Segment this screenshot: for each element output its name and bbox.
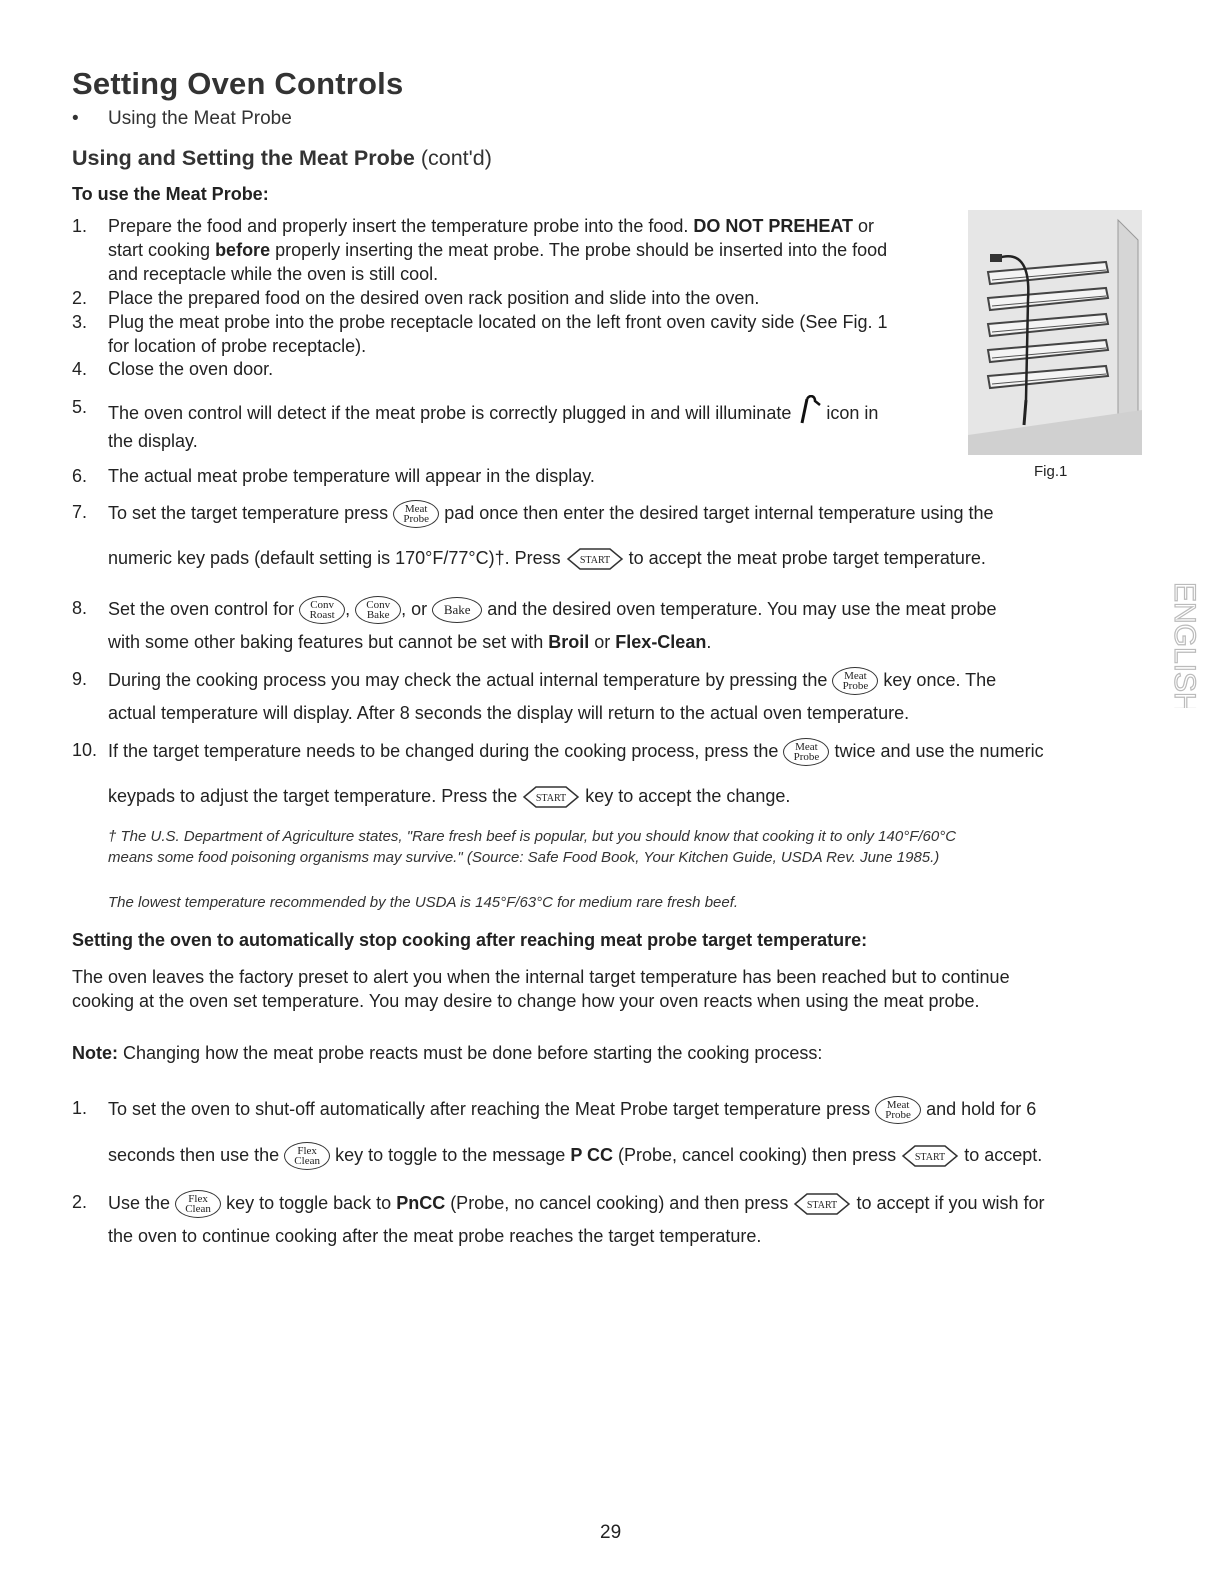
step-text: for location of probe receptacle).	[108, 336, 367, 356]
step-text: key to accept the change.	[585, 786, 791, 806]
section-heading	[72, 146, 492, 171]
step-text: properly inserting the meat probe. The probe should be inserted into the food	[270, 240, 888, 260]
step-text: (Probe, cancel cooking) then press	[613, 1144, 897, 1165]
step-text: the display.	[108, 431, 198, 451]
step-number: 2.	[72, 1192, 88, 1212]
step-text: to accept if you wish for	[856, 1192, 1045, 1213]
step-text: Close the oven door.	[108, 359, 274, 379]
section-label: To use the Meat Probe:	[72, 184, 269, 204]
step-text: pad once then enter the desired target internal temperature using the	[444, 502, 994, 523]
step-text: to accept the meat probe target temperature.	[628, 548, 986, 568]
language-side-tab	[1150, 578, 1200, 708]
step-text: During the cooking process you may check the actual internal temperature by pressing the	[108, 669, 828, 690]
step-text: keypads to adjust the target temperature. Press the	[108, 786, 518, 806]
step-9	[72, 667, 1142, 731]
step-text: ,	[345, 598, 351, 619]
flex-clean-key-icon: Flex Clean	[175, 1190, 221, 1218]
step-text: seconds then use the	[108, 1144, 280, 1165]
step-5	[72, 395, 972, 455]
step-1	[72, 214, 972, 286]
figure-caption: Fig.1	[1034, 463, 1068, 480]
note-label: Note:	[72, 1043, 118, 1063]
step-text: key once. The	[883, 669, 997, 690]
auto-step-2	[72, 1190, 1162, 1254]
start-key-icon	[793, 1192, 851, 1216]
step-text: and the desired oven temperature. You may use the meat probe	[487, 598, 997, 619]
step-6	[72, 464, 972, 488]
step-number: 10.	[72, 740, 98, 760]
svg-text:ENGLISH: ENGLISH	[1168, 582, 1200, 708]
step-number: 1.	[72, 1098, 88, 1118]
paragraph-line: The oven leaves the factory preset to alert you when the internal target temperature has been reached but to continue	[72, 967, 1010, 987]
step-text: actual temperature will display. After 8 seconds the display will return to the actual oven temperature.	[108, 703, 910, 723]
step-text-bold: DO NOT PREHEAT	[693, 216, 854, 236]
step-text: Set the oven control for	[108, 598, 295, 619]
footnote-line: means some food poisoning organisms may survive." (Source: Safe Food Book, Your Kitchen Guide, USDA Rev. June 1985.)	[108, 849, 940, 866]
footnote-line: † The U.S. Department of Agriculture states, "Rare fresh beef is popular, but you should know that cooking it to only 140°F/60°C	[108, 828, 957, 845]
step-2	[72, 286, 972, 310]
page-title: Setting Oven Controls	[72, 66, 404, 101]
topic-bullet-text: Using the Meat Probe	[108, 108, 292, 129]
step-text: The actual meat probe temperature will appear in the display.	[108, 466, 595, 486]
oven-rack-illustration	[968, 210, 1142, 455]
start-key-icon	[566, 547, 624, 571]
section-heading-contd: (cont'd)	[420, 146, 492, 170]
start-key-icon	[522, 785, 580, 809]
section-heading-bold: Using and Setting the Meat Probe	[72, 146, 415, 170]
step-text: start cooking	[108, 240, 216, 260]
step-number: 3.	[72, 312, 88, 332]
svg-text:START: START	[536, 793, 567, 805]
step-text: To set the target temperature press	[108, 502, 389, 523]
step-text: numeric key pads (default setting is 170°F/77°C)†. Press	[108, 548, 561, 568]
step-number: 6.	[72, 466, 88, 486]
bake-key-icon: Bake	[432, 597, 482, 623]
step-text: To set the oven to shut-off automatically after reaching the Meat Probe target temperature press	[108, 1098, 871, 1119]
step-text: and hold for 6	[926, 1098, 1037, 1119]
note-paragraph	[72, 1041, 1152, 1065]
usda-note: The lowest temperature recommended by the USDA is 145°F/63°C for medium rare fresh beef.	[108, 894, 739, 911]
step-text-bold: Broil	[548, 632, 590, 652]
step-text: , or	[401, 598, 428, 619]
meat-probe-key-icon: Meat Probe	[832, 667, 878, 695]
step-text: (Probe, no cancel cooking) and then press	[445, 1192, 789, 1213]
step-text: The oven control will detect if the meat probe is correctly plugged in and will illuminate	[108, 403, 792, 423]
step-text: Place the prepared food on the desired oven rack position and slide into the oven.	[108, 288, 760, 308]
meat-probe-key-icon: Meat Probe	[393, 500, 439, 528]
step-text: Plug the meat probe into the probe receptacle located on the left front oven cavity side (See Fig. 1	[108, 312, 888, 332]
step-text: twice and use the numeric	[834, 740, 1044, 761]
step-number: 9.	[72, 669, 88, 689]
flex-clean-key-icon: Flex Clean	[284, 1142, 330, 1170]
step-4	[72, 357, 972, 381]
step-text-bold: before	[215, 240, 271, 260]
step-number: 1.	[72, 216, 88, 236]
step-number: 4.	[72, 359, 88, 379]
step-text: or	[589, 632, 616, 652]
conv-roast-key-icon: Conv Roast	[299, 596, 345, 624]
step-text: and receptacle while the oven is still cool.	[108, 264, 439, 284]
step-text: with some other baking features but cannot be set with	[108, 632, 549, 652]
step-text: key to toggle back to	[226, 1192, 397, 1213]
step-10	[72, 738, 1162, 818]
step-text: Use the	[108, 1192, 171, 1213]
step-number: 5.	[72, 397, 88, 417]
topic-bullet: • Using the Meat Probe	[72, 108, 292, 129]
step-text: or	[853, 216, 875, 236]
auto-step-1	[72, 1096, 1162, 1176]
step-number: 2.	[72, 288, 88, 308]
svg-text:START: START	[579, 555, 610, 567]
meat-probe-key-icon: Meat Probe	[783, 738, 829, 766]
page-number: 29	[600, 1522, 622, 1543]
dagger-footnote	[108, 826, 1148, 868]
step-text-bold: Flex-Clean	[615, 632, 707, 652]
step-number: 8.	[72, 598, 88, 618]
start-key-icon	[901, 1144, 959, 1168]
step-text: to accept.	[964, 1144, 1043, 1165]
step-text: icon in	[826, 403, 879, 423]
note-text: Changing how the meat probe reacts must be done before starting the cooking process:	[118, 1043, 823, 1063]
step-text: key to toggle to the message	[335, 1144, 571, 1165]
paragraph-line: cooking at the oven set temperature. You may desire to change how your oven reacts when using the meat probe.	[72, 991, 980, 1011]
step-text-bold: P CC	[570, 1144, 613, 1165]
step-text: Prepare the food and properly insert the temperature probe into the food.	[108, 216, 694, 236]
svg-text:START: START	[915, 1152, 946, 1163]
step-text: the oven to continue cooking after the meat probe reaches the target temperature.	[108, 1226, 762, 1246]
conv-bake-key-icon: Conv Bake	[355, 596, 401, 624]
meat-probe-key-icon: Meat Probe	[875, 1096, 921, 1124]
auto-stop-paragraph	[72, 965, 1152, 1013]
step-7	[72, 500, 1142, 580]
probe-icon	[798, 395, 824, 425]
step-text: .	[706, 632, 712, 652]
step-text: If the target temperature needs to be changed during the cooking process, press the	[108, 740, 779, 761]
step-text-bold: PnCC	[396, 1192, 446, 1213]
svg-text:START: START	[807, 1200, 838, 1211]
step-8	[72, 596, 1142, 660]
step-number: 7.	[72, 502, 88, 522]
auto-stop-heading: Setting the oven to automatically stop cooking after reaching meat probe target temperature:	[72, 930, 868, 950]
step-3	[72, 310, 972, 358]
oven-cavity-figure	[968, 210, 1142, 455]
